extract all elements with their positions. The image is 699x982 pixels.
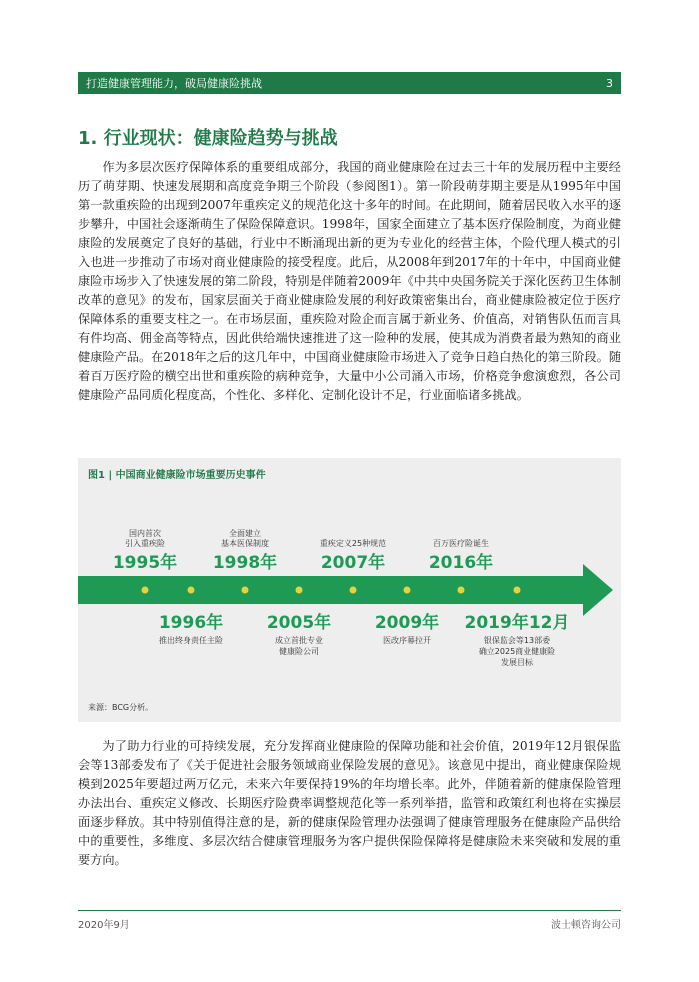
- top-event-year: 1995年: [112, 553, 178, 573]
- figure-title: 图1 | 中国商业健康险市场重要历史事件: [88, 470, 266, 481]
- section-title: 1. 行业现状：健康险趋势与挑战: [78, 128, 338, 149]
- top-event-label: 引入重疾险: [125, 539, 165, 548]
- top-event-label: 基本医保制度: [221, 539, 269, 548]
- timeline-dot: [242, 587, 249, 594]
- figure-source: 来源：BCG分析。: [88, 703, 154, 712]
- timeline-chart: [78, 478, 621, 708]
- figure-timeline: [78, 458, 621, 722]
- paragraph-2: 为了助力行业的可持续发展，充分发挥商业健康险的保障功能和社会价值，2019年12月银保监会等13部委发布了《关于促进社会服务领域商业保险发展的意见》。该意见中提出，商业健康保险规模到2025年要超过两万亿元，未来六年要保持19%的年均增长率。此外，伴随着新的健康保险管理办法出台、重疾定义修改、长期医疗险费率调整规范化等一系列举措，监管和政策红利也将在实操层面逐步释放。其中特别值得注意的是，新的健康保险管理办法强调了健康管理服务在健康险产品供给中的重要性，多维度、多层次结合健康管理服务为客户提供保险保障将是健康险未来突破和发展的重要方向。: [78, 739, 621, 867]
- bottom-event-label: 医改序幕拉开: [383, 636, 431, 645]
- bottom-event-label: 健康险公司: [279, 647, 319, 656]
- timeline-dot: [142, 587, 149, 594]
- bottom-event-label: 推出终身责任主险: [159, 636, 223, 645]
- top-event-label: 全面建立: [229, 529, 261, 538]
- top-event-year: 2016年: [428, 553, 494, 573]
- bottom-event-label: 确立2025商业健康险: [478, 647, 556, 656]
- timeline-dot: [458, 587, 465, 594]
- top-event-year: 2007年: [320, 553, 386, 573]
- paragraph-1: 作为多层次医疗保障体系的重要组成部分，我国的商业健康险在过去三十年的发展历程中主要经历了萌芽期、快速发展期和高度竞争期三个阶段（参阅图1）。第一阶段萌芽期主要是从1995年中国第一款重疾险的出现到2007年重疾定义的规范化这十多年的时间。在此期间，随着居民收入水平的逐步攀升，中国社会逐渐萌生了保险保障意识。1998年，国家全面建立了基本医疗保险制度，为商业健康险的发展奠定了良好的基础，行业中不断涌现出新的更为专业化的经营主体，个险代理人模式的引入也进一步推动了市场对商业健康险的接受程度。此后，从2008年到2017年的十年中，中国商业健康险市场步入了快速发展的第二阶段，特别是伴随着2009年《中共中央国务院关于深化医药卫生体制改革的意见》的发布，国家层面关于商业健康险发展的利好政策密集出台，商业健康险被定位于医疗保障体系的重要支柱之一。在市场层面，重疾险对险企而言属于新业务、价值高，对销售队伍而言具有件均高、佣金高等特点，因此供给端快速推进了这一险种的发展，使其成为消费者最为熟知的商业健康险产品。在2018年之后的这几年中，中国商业健康险市场进入了竞争日趋白热化的第三阶段。随着百万医疗险的横空出世和重疾险的病种竞争，大量中小公司涌入市场，价格竞争愈演愈烈，各公司健康险产品同质化程度高，个性化、多样化、定制化设计不足，行业面临诸多挑战。: [78, 160, 621, 402]
- header-bar: [78, 72, 621, 94]
- page-number: 3: [606, 76, 613, 90]
- timeline-dot: [514, 587, 521, 594]
- bottom-event-year: 1996年: [158, 613, 224, 633]
- bottom-event-label: 成立首批专业: [275, 636, 323, 645]
- bottom-event-year: 2009年: [374, 613, 440, 633]
- header-title: 打造健康管理能力，破局健康险挑战: [86, 77, 262, 90]
- timeline-dot: [350, 587, 357, 594]
- timeline-dot: [188, 587, 195, 594]
- bottom-event-year: 2019年12月: [464, 613, 570, 633]
- timeline-dot: [296, 587, 303, 594]
- timeline-dot: [404, 587, 411, 594]
- top-event-label: 国内首次: [129, 529, 161, 538]
- bottom-event-label: 发展目标: [501, 658, 533, 667]
- footer-company: 波士顿咨询公司: [551, 920, 621, 931]
- bottom-event-year: 2005年: [266, 613, 332, 633]
- bottom-event-label: 银保监会等13部委: [483, 636, 551, 645]
- top-event-label: 百万医疗险诞生: [433, 539, 489, 548]
- footer-divider: [78, 910, 621, 911]
- top-event-year: 1998年: [212, 553, 278, 573]
- footer-date: 2020年9月: [78, 920, 130, 931]
- top-event-label: 重疾定义25种规范: [319, 539, 387, 548]
